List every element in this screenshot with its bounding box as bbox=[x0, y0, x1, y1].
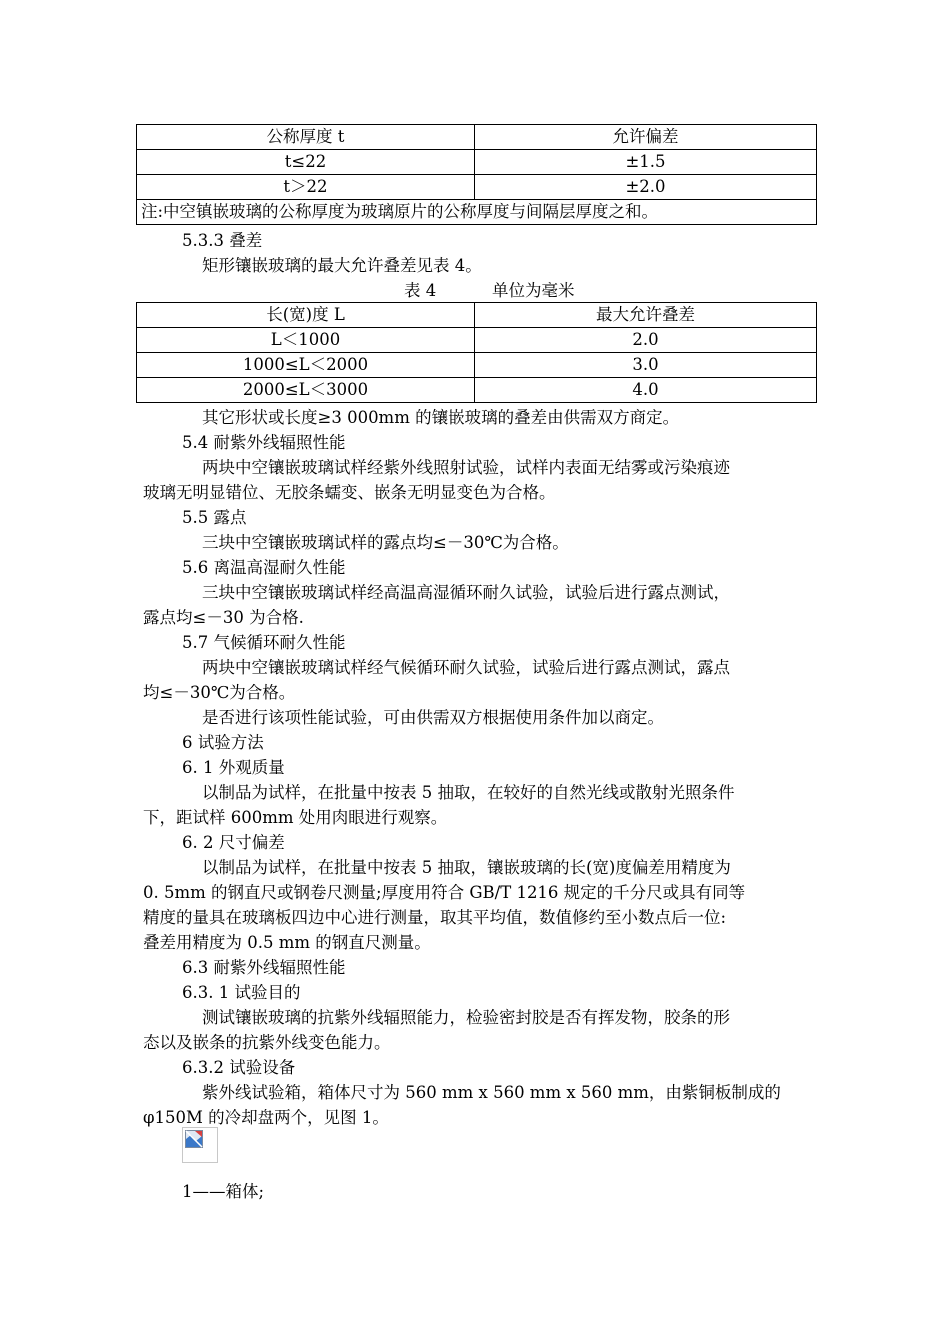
paragraph-line: 以制品为试样，在批量中按表 5 抽取，镶嵌玻璃的长(宽)度偏差用精度为 bbox=[202, 858, 731, 877]
table-cell: ±1.5 bbox=[475, 150, 817, 175]
paragraph-line: 其它形状或长度≥3 000mm 的镶嵌玻璃的叠差由供需双方商定。 bbox=[202, 408, 680, 427]
table-cell: t＞22 bbox=[137, 175, 475, 200]
paragraph-line: 叠差用精度为 0.5 mm 的钢直尺测量。 bbox=[143, 933, 431, 952]
section-heading: 5.5 露点 bbox=[182, 508, 247, 527]
section-heading: 6 试验方法 bbox=[182, 733, 264, 752]
paragraph-line: 两块中空镶嵌玻璃试样经气候循环耐久试验，试验后进行露点测试，露点 bbox=[202, 658, 730, 677]
table-header-row bbox=[137, 125, 817, 150]
table-caption-unit: 单位为毫米 bbox=[492, 281, 575, 300]
figure-legend: 1——箱体; bbox=[182, 1182, 265, 1201]
table-cell: t≤22 bbox=[137, 150, 475, 175]
table-cell: 1000≤L＜2000 bbox=[137, 353, 475, 378]
table-cell: L＜1000 bbox=[137, 328, 475, 353]
paragraph-line: 测试镶嵌玻璃的抗紫外线辐照能力，检验密封胶是否有挥发物，胶条的形 bbox=[202, 1008, 730, 1027]
paragraph-line: 以制品为试样，在批量中按表 5 抽取，在较好的自然光线或散射光照条件 bbox=[202, 783, 735, 802]
table-cell: 2000≤L＜3000 bbox=[137, 378, 475, 403]
section-heading: 5.6 离温高湿耐久性能 bbox=[182, 558, 346, 577]
paragraph-line: 精度的量具在玻璃板四边中心进行测量，取其平均值，数值修约至小数点后一位: bbox=[143, 908, 727, 927]
table-header-cell: 允许偏差 bbox=[475, 125, 817, 150]
table-cell: ±2.0 bbox=[475, 175, 817, 200]
table-header-cell: 公称厚度 t bbox=[137, 125, 475, 150]
table-header-cell: 长(宽)度 L bbox=[137, 303, 475, 328]
figure-1-placeholder bbox=[182, 1127, 218, 1163]
paragraph-line: 紫外线试验箱，箱体尺寸为 560 mm x 560 mm x 560 mm，由紫铜板制成的 bbox=[202, 1083, 781, 1102]
table-row bbox=[137, 328, 817, 353]
table-row bbox=[137, 378, 817, 403]
table-cell: 2.0 bbox=[475, 328, 817, 353]
thickness-tolerance-table bbox=[136, 124, 817, 225]
paragraph-line: 矩形镶嵌玻璃的最大允许叠差见表 4。 bbox=[202, 256, 482, 275]
section-heading: 6. 2 尺寸偏差 bbox=[182, 833, 285, 852]
paragraph-line: 是否进行该项性能试验，可由供需双方根据使用条件加以商定。 bbox=[202, 708, 664, 727]
table-header-row bbox=[137, 303, 817, 328]
paragraph-line: 露点均≤－30 为合格. bbox=[143, 608, 304, 627]
table-header-cell: 最大允许叠差 bbox=[475, 303, 817, 328]
paragraph-line: 玻璃无明显错位、无胶条蠕变、嵌条无明显变色为合格。 bbox=[143, 483, 556, 502]
table-cell: 4.0 bbox=[475, 378, 817, 403]
table-row bbox=[137, 175, 817, 200]
section-heading: 6. 1 外观质量 bbox=[182, 758, 285, 777]
table-note: 注:中空镇嵌玻璃的公称厚度为玻璃原片的公称厚度与间隔层厚度之和。 bbox=[137, 200, 817, 225]
paragraph-line: 态以及嵌条的抗紫外线变色能力。 bbox=[143, 1033, 391, 1052]
section-heading: 5.3.3 叠差 bbox=[182, 231, 263, 250]
section-heading: 6.3 耐紫外线辐照性能 bbox=[182, 958, 346, 977]
paragraph-line: 两块中空镶嵌玻璃试样经紫外线照射试验，试样内表面无结雾或污染痕迹 bbox=[202, 458, 730, 477]
broken-image-icon bbox=[185, 1130, 203, 1148]
paragraph-line: 三块中空镶嵌玻璃试样经高温高湿循环耐久试验，试验后进行露点测试， bbox=[202, 583, 730, 602]
section-heading: 5.4 耐紫外线辐照性能 bbox=[182, 433, 346, 452]
paragraph-line: 三块中空镶嵌玻璃试样的露点均≤－30℃为合格。 bbox=[202, 533, 569, 552]
table-cell: 3.0 bbox=[475, 353, 817, 378]
table-caption bbox=[404, 279, 575, 303]
section-heading: 6.3.2 试验设备 bbox=[182, 1058, 296, 1077]
paragraph-line: 下，距试样 600mm 处用肉眼进行观察。 bbox=[143, 808, 448, 827]
table-row bbox=[137, 353, 817, 378]
section-heading: 5.7 气候循环耐久性能 bbox=[182, 633, 346, 652]
table-note-row bbox=[137, 200, 817, 225]
table-row bbox=[137, 150, 817, 175]
section-heading: 6.3. 1 试验目的 bbox=[182, 983, 301, 1002]
table-caption-label: 表 4 bbox=[404, 281, 437, 300]
paragraph-line: 0. 5mm 的钢直尺或钢卷尺测量;厚度用符合 GB/T 1216 规定的千分尺或具有同等 bbox=[143, 883, 746, 902]
overlap-tolerance-table bbox=[136, 302, 817, 403]
paragraph-line: φ150M 的冷却盘两个，见图 1。 bbox=[143, 1108, 389, 1127]
paragraph-line: 均≤－30℃为合格。 bbox=[143, 683, 296, 702]
